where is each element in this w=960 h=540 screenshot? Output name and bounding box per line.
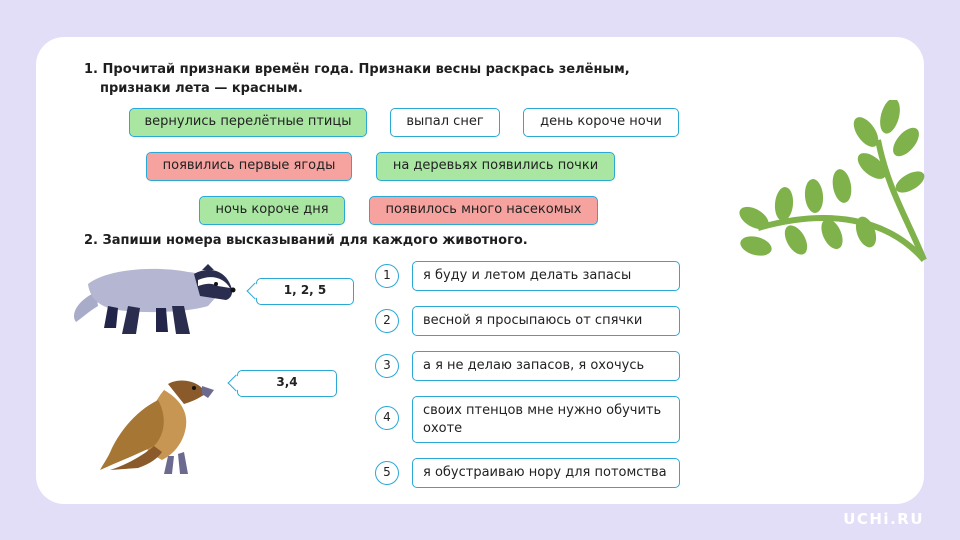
badger-illustration <box>68 262 238 342</box>
task-1-instruction <box>84 60 630 98</box>
eagle-illustration <box>98 376 218 476</box>
statement-number: 4 <box>375 406 399 430</box>
statement-number: 1 <box>375 264 399 288</box>
statement-number: 3 <box>375 354 399 378</box>
task-2-instruction: 2. Запиши номера высказываний для каждого животного. <box>84 233 528 248</box>
statement-1: я буду и летом делать запасы <box>412 261 680 291</box>
badger-answer-bubble[interactable] <box>256 278 354 305</box>
statement-3: а я не делаю запасов, я охочусь <box>412 351 680 381</box>
statement-number: 5 <box>375 461 399 485</box>
chip-day-shorter[interactable]: день короче ночи <box>523 108 679 137</box>
chip-migratory-birds[interactable]: вернулись перелётные птицы <box>129 108 367 137</box>
badger-answer: 1, 2, 5 <box>283 283 327 297</box>
chip-first-berries[interactable]: появились первые ягоды <box>146 152 352 181</box>
uchi-ru-logo: UCHi.RU <box>843 510 924 528</box>
eagle-answer-bubble[interactable] <box>237 370 337 397</box>
task-1-line-2: признаки лета — красным. <box>100 81 303 96</box>
statement-4: своих птенцов мне нужно обучить охоте <box>412 396 680 443</box>
eagle-answer: 3,4 <box>276 375 298 389</box>
chip-many-insects[interactable]: появилось много насекомых <box>369 196 598 225</box>
chip-night-shorter[interactable]: ночь короче дня <box>199 196 345 225</box>
statement-5: я обустраиваю нору для потомства <box>412 458 680 488</box>
statement-2: весной я просыпаюсь от спячки <box>412 306 680 336</box>
chip-snow-fell[interactable]: выпал снег <box>390 108 500 137</box>
task-1-line-1: 1. Прочитай признаки времён года. Признаки весны раскрась зелёным, <box>84 62 630 77</box>
chip-tree-buds[interactable]: на деревьях появились почки <box>376 152 615 181</box>
branch-illustration <box>738 100 928 270</box>
statement-number: 2 <box>375 309 399 333</box>
